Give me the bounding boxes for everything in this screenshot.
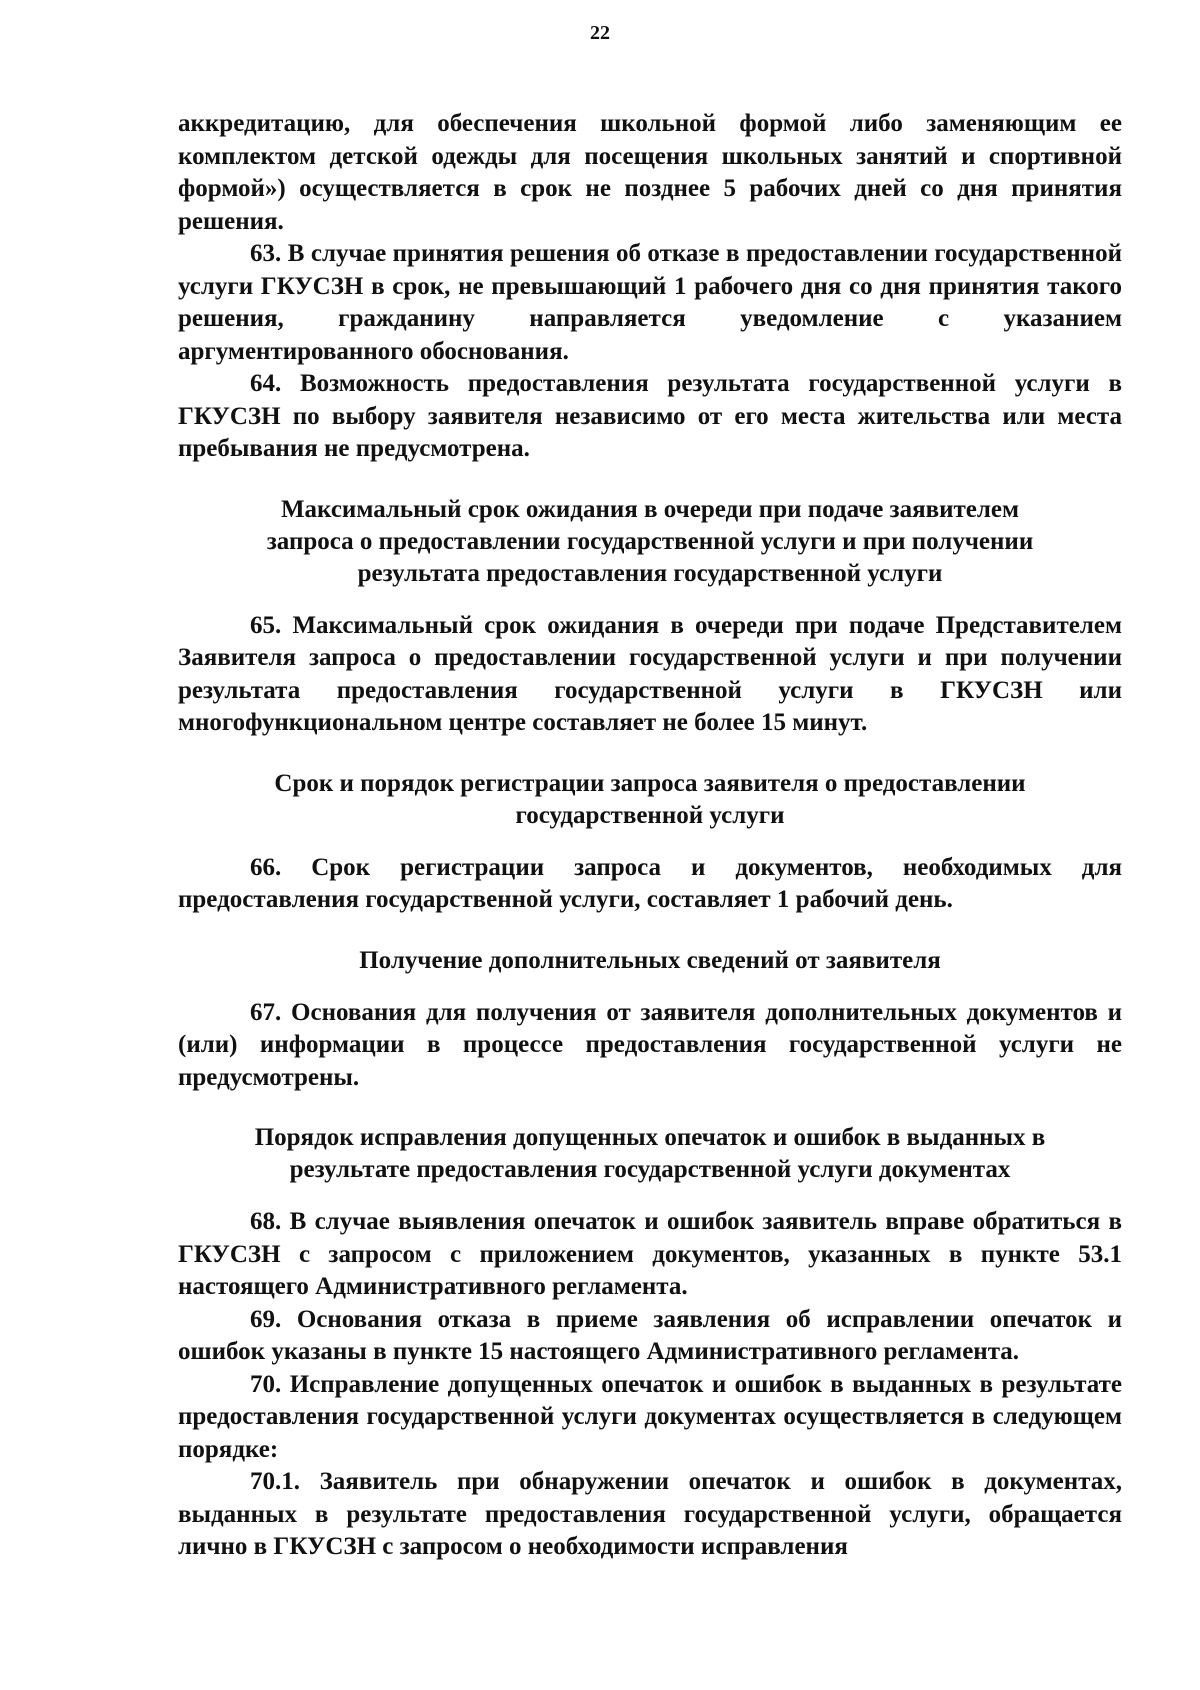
paragraph-63: 63. В случае принятия решения об отказе в предоставлении государственной услуги ГКУСЗН в срок, не превышающий 1 рабочего дня со дня принятия такого решения, гражданину направляется уведомление с указанием аргументированного обоснования. [178,240,1122,365]
paragraph-65: 65. Максимальный срок ожидания в очереди при подаче Представителем Заявителя запроса о предоставлении государственной услуги и при получении результата предоставления государственной услуги в ГКУСЗН или многофункциональном центре составляет не более 15 минут. [178,611,1122,736]
paragraph-64: 64. Возможность предоставления результата государственной услуги в ГКУСЗН по выбору заявителя независимо от его места жительства или места пребывания не предусмотрена. [178,370,1122,462]
paragraph-69: 69. Основания отказа в приеме заявления об исправлении опечаток и ошибок указаны в пункте 15 настоящего Административного регламента. [178,1305,1122,1365]
paragraph-67: 67. Основания для получения от заявителя дополнительных документов и (или) информации в процессе предоставления государственной услуги не предусмотрены. [178,998,1122,1091]
section-heading-registration: Срок и порядок регистрации запроса заявителя о предоставлении государственной услуги [274,769,1026,829]
paragraph-intro: аккредитацию, для обеспечения школьной формой либо заменяющим ее комплектом детской одежды для посещения школьных занятий и спортивной формой») осуществляется в срок не позднее 5 рабочих дней со дня принятия решения. [178,110,1122,235]
paragraph-68: 68. В случае выявления опечаток и ошибок заявитель вправе обратиться в ГКУСЗН с запросом с приложением документов, указанных в пункте 53.1 настоящего Административного регламента. [178,1208,1122,1300]
page-number: 22 [590,22,610,44]
document-body [178,108,1122,1564]
section-heading-queue-time: Максимальный срок ожидания в очереди при подаче заявителем запроса о предоставлении государственной услуги и при получении результата предоставления государственной услуги [266,495,1034,587]
section-heading-additional-info: Получение дополнительных сведений от заявителя [359,946,941,974]
section-heading-corrections: Порядок исправления допущенных опечаток и ошибок в выданных в результате предоставления государственной услуги документах [254,1124,1046,1183]
paragraph-70: 70. Исправление допущенных опечаток и ошибок в выданных в результате предоставления государственной услуги документах осуществляется в следующем порядке: [178,1370,1122,1463]
paragraph-66: 66. Срок регистрации запроса и документов, необходимых для предоставления государственной услуги, составляет 1 рабочий день. [178,853,1122,913]
paragraph-70-1: 70.1. Заявитель при обнаружении опечаток и ошибок в документах, выданных в результате предоставления государственной услуги, обращается лично в ГКУСЗН с запросом о необходимости исправления [178,1468,1122,1560]
